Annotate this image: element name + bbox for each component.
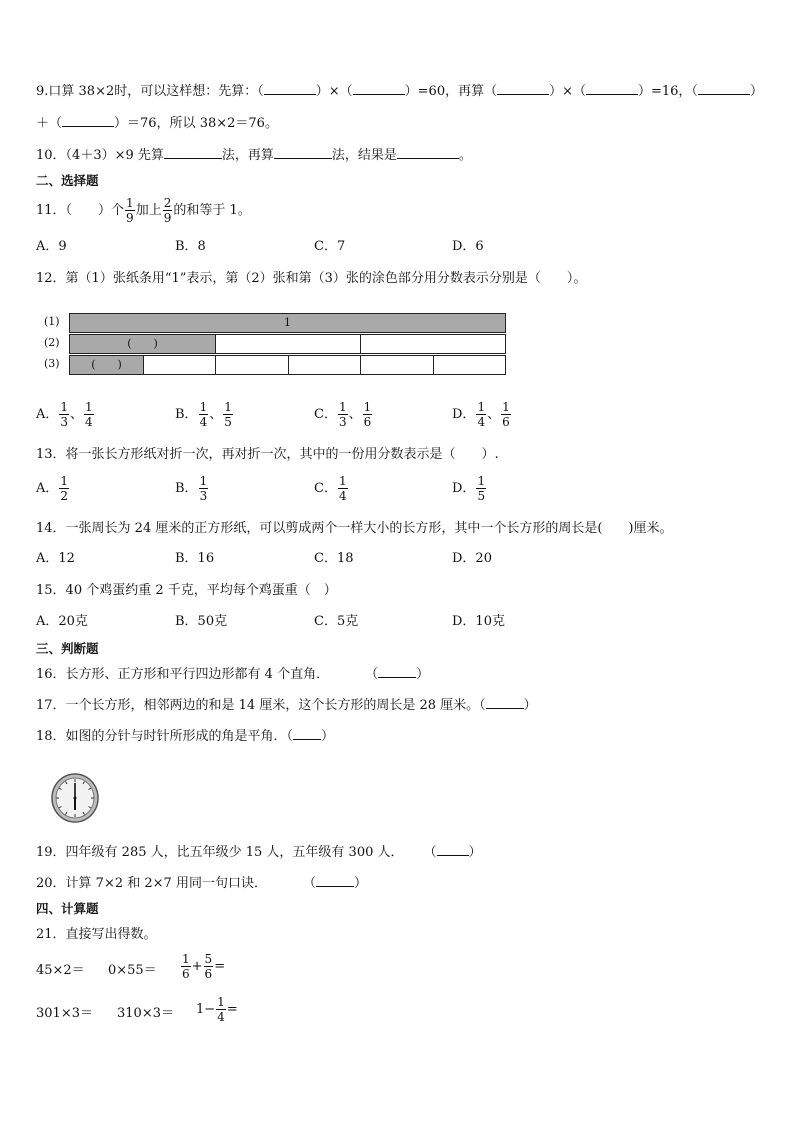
q9-text: ）×（	[549, 84, 586, 99]
answer-blank[interactable]	[698, 82, 750, 95]
section-heading: 二、选择题	[36, 173, 99, 188]
strip-2-shaded: ( )	[70, 335, 216, 353]
fraction: $\frac{2}{9}$	[163, 196, 172, 225]
q20: 20．计算 7×2 和 2×7 用同一句口诀． （ ）	[36, 876, 367, 891]
clock-icon	[50, 772, 100, 824]
q9-text: ）	[749, 84, 763, 99]
calc-item: 310×3＝	[117, 1006, 174, 1021]
answer-blank[interactable]	[62, 114, 114, 127]
option-b[interactable]: B． $\frac{1}{3}$	[175, 474, 208, 503]
q9-line2	[36, 114, 278, 133]
strip-1	[69, 313, 506, 333]
q9-text: ＋（	[36, 116, 63, 131]
q9-text: ）＝76，所以 38×2＝76。	[114, 116, 278, 131]
option-a[interactable]: A． $\frac{1}{2}$	[36, 474, 69, 503]
option-c[interactable]: C． $\frac{1}{3}$ 、 $\frac{1}{6}$	[314, 400, 372, 429]
answer-blank[interactable]	[353, 82, 405, 95]
strip-1-label: 1	[284, 316, 291, 329]
option-b[interactable]: B．16	[175, 551, 215, 566]
option-c[interactable]: C．5克	[314, 614, 359, 629]
option-d[interactable]: D．20	[452, 551, 492, 566]
q18: 18．如图的分针与时针所形成的角是平角．（ ）	[36, 729, 335, 744]
option-c[interactable]: C． $\frac{1}{4}$	[314, 474, 347, 503]
answer-blank[interactable]	[274, 146, 332, 159]
q11-text: 的和等于 1。	[173, 203, 251, 218]
strip-3-part	[144, 356, 216, 374]
option-a[interactable]: A．12	[36, 551, 75, 566]
option-c[interactable]: C．18	[314, 551, 354, 566]
calc-item: 45×2＝	[36, 963, 85, 978]
strip-3-part	[361, 356, 434, 374]
option-a[interactable]: A．20克	[36, 614, 88, 629]
q9-text: ）=16，（	[638, 84, 698, 99]
q19-text: 19．四年级有 285 人，比五年级少 15 人，五年级有 300 人．	[36, 845, 404, 860]
q11	[36, 196, 251, 225]
answer-blank[interactable]	[486, 696, 524, 709]
calc-item-fraction: 1− $\frac{1}{4}$ =	[196, 995, 238, 1024]
option-b[interactable]: B．8	[175, 239, 206, 254]
q16-text: 16．长方形、正方形和平行四边形都有 4 个直角．	[36, 667, 330, 682]
q11-text: 加上	[135, 203, 162, 218]
q18-text: 18．如图的分针与时针所形成的角是平角．（	[36, 729, 294, 744]
strip-2	[69, 334, 506, 354]
section-heading: 三、判断题	[36, 641, 99, 656]
q19: 19．四年级有 285 人，比五年级少 15 人，五年级有 300 人． （ ）	[36, 845, 482, 860]
q11-text: 11．（ ）个	[36, 203, 125, 218]
q10-text: 法，结果是	[331, 148, 397, 163]
option-b[interactable]: B． $\frac{1}{4}$ 、 $\frac{1}{5}$	[175, 400, 232, 429]
q10-text: 。	[458, 148, 472, 163]
section-heading: 四、计算题	[36, 901, 99, 916]
q21-text: 21．直接写出得数。	[36, 927, 157, 942]
q17: 17．一个长方形，相邻两边的和是 14 厘米，这个长方形的周长是 28 厘米。（ ）	[36, 698, 537, 713]
answer-blank[interactable]	[293, 727, 321, 740]
q12-text: 12．第（1）张纸条用“1”表示，第（2）张和第（3）张的涂色部分用分数表示分别是（ ）。	[36, 271, 587, 286]
q15-text: 15．40 个鸡蛋约重 2 千克，平均每个鸡蛋重（ ）	[36, 583, 337, 598]
answer-blank[interactable]	[397, 146, 459, 159]
answer-blank[interactable]	[497, 82, 549, 95]
answer-blank[interactable]	[586, 82, 638, 95]
option-c[interactable]: C．7	[314, 239, 346, 254]
q10-text: 法，再算	[221, 148, 274, 163]
option-d[interactable]: D．10克	[452, 614, 505, 629]
strip-label: (2)	[44, 336, 60, 349]
answer-blank[interactable]	[378, 665, 416, 678]
strip-3-part	[216, 356, 289, 374]
q9-text: ）×（	[315, 84, 353, 99]
answer-blank[interactable]	[437, 843, 469, 856]
calc-item: 301×3＝	[36, 1006, 93, 1021]
q14-text: 14．一张周长为 24 厘米的正方形纸，可以剪成两个一样大小的长方形，其中一个长方形的周长是( )厘米。	[36, 521, 673, 536]
answer-blank[interactable]	[316, 874, 354, 887]
strip-label: (3)	[44, 357, 60, 370]
option-a[interactable]: A．9	[36, 239, 67, 254]
q16: 16．长方形、正方形和平行四边形都有 4 个直角． （ ）	[36, 667, 430, 682]
strip-2-part	[216, 335, 361, 353]
answer-blank[interactable]	[264, 82, 316, 95]
strip-3	[69, 355, 506, 375]
option-d[interactable]: D． $\frac{1}{5}$	[452, 474, 486, 503]
q9-text: 9.口算 38×2时，可以这样想：先算：（	[36, 84, 264, 99]
option-a[interactable]: A． $\frac{1}{3}$ 、 $\frac{1}{4}$	[36, 400, 93, 429]
q10	[36, 146, 472, 165]
q9-text: ）=60，再算（	[404, 84, 498, 99]
fraction: $\frac{1}{9}$	[126, 196, 134, 225]
answer-blank[interactable]	[164, 146, 222, 159]
calc-item: 0×55＝	[108, 963, 157, 978]
q9-line1	[36, 82, 763, 101]
calc-item-fraction: $\frac{1}{6}$ + $\frac{5}{6}$ =	[182, 952, 226, 981]
q20-text: 20．计算 7×2 和 2×7 用同一句口诀．	[36, 876, 267, 891]
q13-text: 13．将一张长方形纸对折一次，再对折一次，其中的一份用分数表示是（ ）.	[36, 447, 499, 462]
strip-3-shaded: ( )	[70, 356, 144, 374]
option-d[interactable]: D． $\frac{1}{4}$ 、 $\frac{1}{6}$	[452, 400, 510, 429]
strip-label: (1)	[44, 315, 60, 328]
option-d[interactable]: D．6	[452, 239, 484, 254]
q17-text: 17．一个长方形，相邻两边的和是 14 厘米，这个长方形的周长是 28 厘米。（	[36, 698, 486, 713]
option-b[interactable]: B．50克	[175, 614, 228, 629]
strip-3-part	[289, 356, 361, 374]
q10-text: 10．（4＋3）×9 先算	[36, 148, 164, 163]
